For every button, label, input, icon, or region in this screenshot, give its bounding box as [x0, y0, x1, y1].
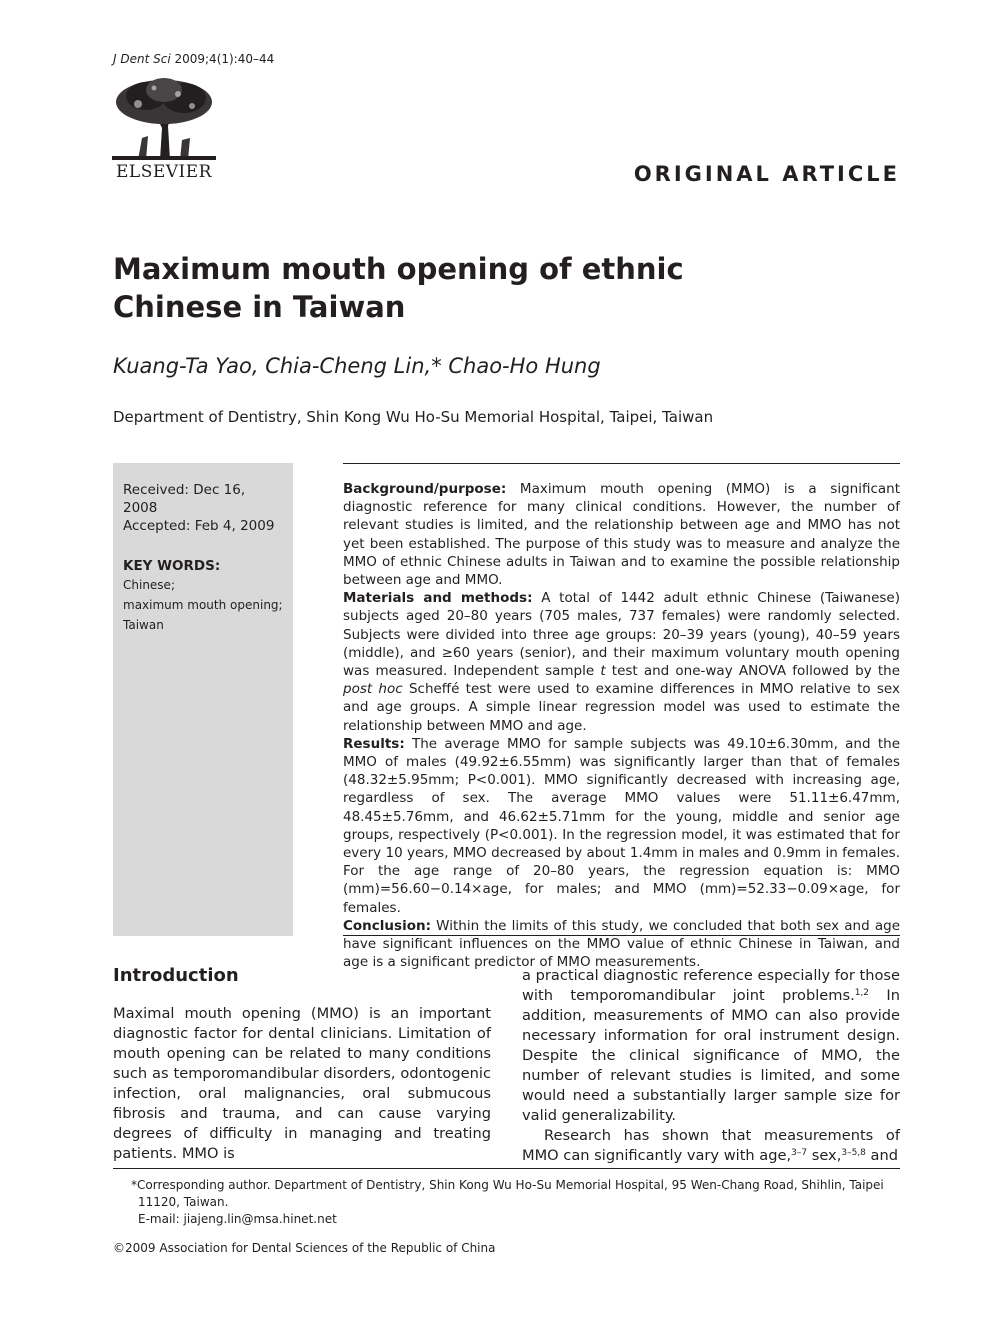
accepted-date: Accepted: Feb 4, 2009 [123, 518, 275, 534]
footnote [113, 1177, 900, 1228]
publisher-logo [108, 76, 220, 182]
journal-volume: 2009;4(1):40–44 [170, 52, 275, 66]
copyright: ©2009 Association for Dental Sciences of the Republic of China [113, 1241, 496, 1255]
footnote-rule [113, 1168, 900, 1169]
abstract-conclusion: Conclusion: Within the limits of this study, we concluded that both sex and age have significant influences on the MMO value of ethnic Chinese in Taiwan, and age is a significant predictor of MMO measurements. [343, 917, 900, 971]
authors: Kuang-Ta Yao, Chia-Cheng Lin,* Chao-Ho Hung [113, 354, 601, 378]
abstract-bottom-rule [343, 935, 900, 936]
abstract [343, 480, 900, 971]
keyword-item: maximum mouth opening; [123, 598, 283, 612]
abstract-label: Results: [343, 735, 405, 752]
title-line: Chinese in Taiwan [113, 290, 406, 324]
journal-citation [113, 52, 274, 66]
keyword-item: Chinese; [123, 578, 175, 592]
publisher-name: ELSEVIER [116, 162, 212, 182]
elsevier-tree-icon [108, 76, 220, 160]
author-email: E-mail: jiajeng.lin@msa.hinet.net [138, 1212, 337, 1226]
paragraph: a practical diagnostic reference especially for those with temporomandibular joint problems.$^{1,2}$ In addition, measurements of MMO can also provide necessary information for oral instrument design. Despite the clinical significance of MMO, the number of relevant studies is limited, and some would need a substantially larger sample size for valid generalizability. [522, 967, 900, 1124]
body-column-left [113, 966, 491, 1164]
paragraph: Maximal mouth opening (MMO) is an important diagnostic factor for dental clinicians. Limitation of mouth opening can be related to many conditions such as temporomandibular disorders, odontogenic infection, oral malignancies, oral submucous fibrosis and trauma, and can cause varying degrees of difficulty in managing and treating patients. MMO is [113, 1005, 491, 1162]
keywords-heading: KEY WORDS: [123, 558, 221, 574]
abstract-background: Background/purpose: Maximum mouth opening (MMO) is a significant diagnostic reference for many clinical conditions. However, the number of relevant studies is limited, and the relationship between age and MMO has not yet been established. The purpose of this study was to measure and analyze the MMO of ethnic Chinese adults in Taiwan and to examine the possible relationship between age and MMO. [343, 481, 900, 589]
affiliation: Department of Dentistry, Shin Kong Wu Ho-Su Memorial Hospital, Taipei, Taiwan [113, 408, 714, 426]
received-date: Received: Dec 16, 2008 [123, 482, 246, 516]
article-title [113, 250, 713, 326]
journal-name: J Dent Sci [113, 52, 171, 66]
citation-ref: 3–7 [791, 1148, 808, 1158]
article-info-sidebar [113, 463, 293, 936]
citation-ref: 1,2 [854, 988, 870, 998]
abstract-results: Results: The average MMO for sample subjects was 49.10±6.30mm, and the MMO of males (49.92±6.55mm) was significantly larger than that of females (48.32±5.95mm; P<0.001). MMO significantly decreased with increasing age, regardless of sex. The average MMO values were 51.11±6.47mm, 48.45±5.76mm, and 46.62±5.71mm for the young, middle and senior age groups, respectively (P<0.001). In the regression model, it was estimated that for every 10 years, MMO decreased by about 1.4mm in males and 0.9mm in females. For the age range of 20–80 years, the regression equation is: MMO (mm)=56.60−0.14×age, for males; and MMO (mm)=52.33−0.09×age, for females. [343, 735, 900, 916]
citation-ref: 3–5,8 [841, 1148, 866, 1158]
body-column-right [522, 966, 900, 1166]
title-line: Maximum mouth opening of ethnic [113, 252, 684, 286]
abstract-top-rule [343, 463, 900, 464]
keyword-item: Taiwan [123, 618, 164, 632]
abstract-label: Background/purpose: [343, 481, 507, 497]
abstract-methods: Materials and methods: A total of 1442 adult ethnic Chinese (Taiwanese) subjects aged 20–80 years (705 males, 737 females) were randomly selected. Subjects were divided into three age groups: 20–39 years (young), 40–59 years (middle), and ≥60 years (senior), and their maximum voluntary mouth opening was measured. Independent sample t test and one-way ANOVA followed by the post hoc Scheffé test were used to examine differences in MMO relative to sex and age groups. A simple linear regression model was used to estimate the relationship between MMO and age. [343, 590, 901, 734]
corresponding-author: *Corresponding author. Department of Dentistry, Shin Kong Wu Ho-Su Memorial Hospital, 95 Wen-Chang Road, Shihlin, Taipei 11120, Taiwan. [131, 1178, 884, 1209]
paragraph: Research has shown that measurements of MMO can significantly vary with age,$^{3-7}$ sex,$^{3-5,8}$ and [522, 1127, 900, 1164]
abstract-label: Materials and methods: [343, 590, 533, 607]
article-type: ORIGINAL ARTICLE [633, 162, 900, 186]
abstract-label: Conclusion: [343, 917, 431, 934]
section-heading: Introduction [113, 965, 239, 986]
